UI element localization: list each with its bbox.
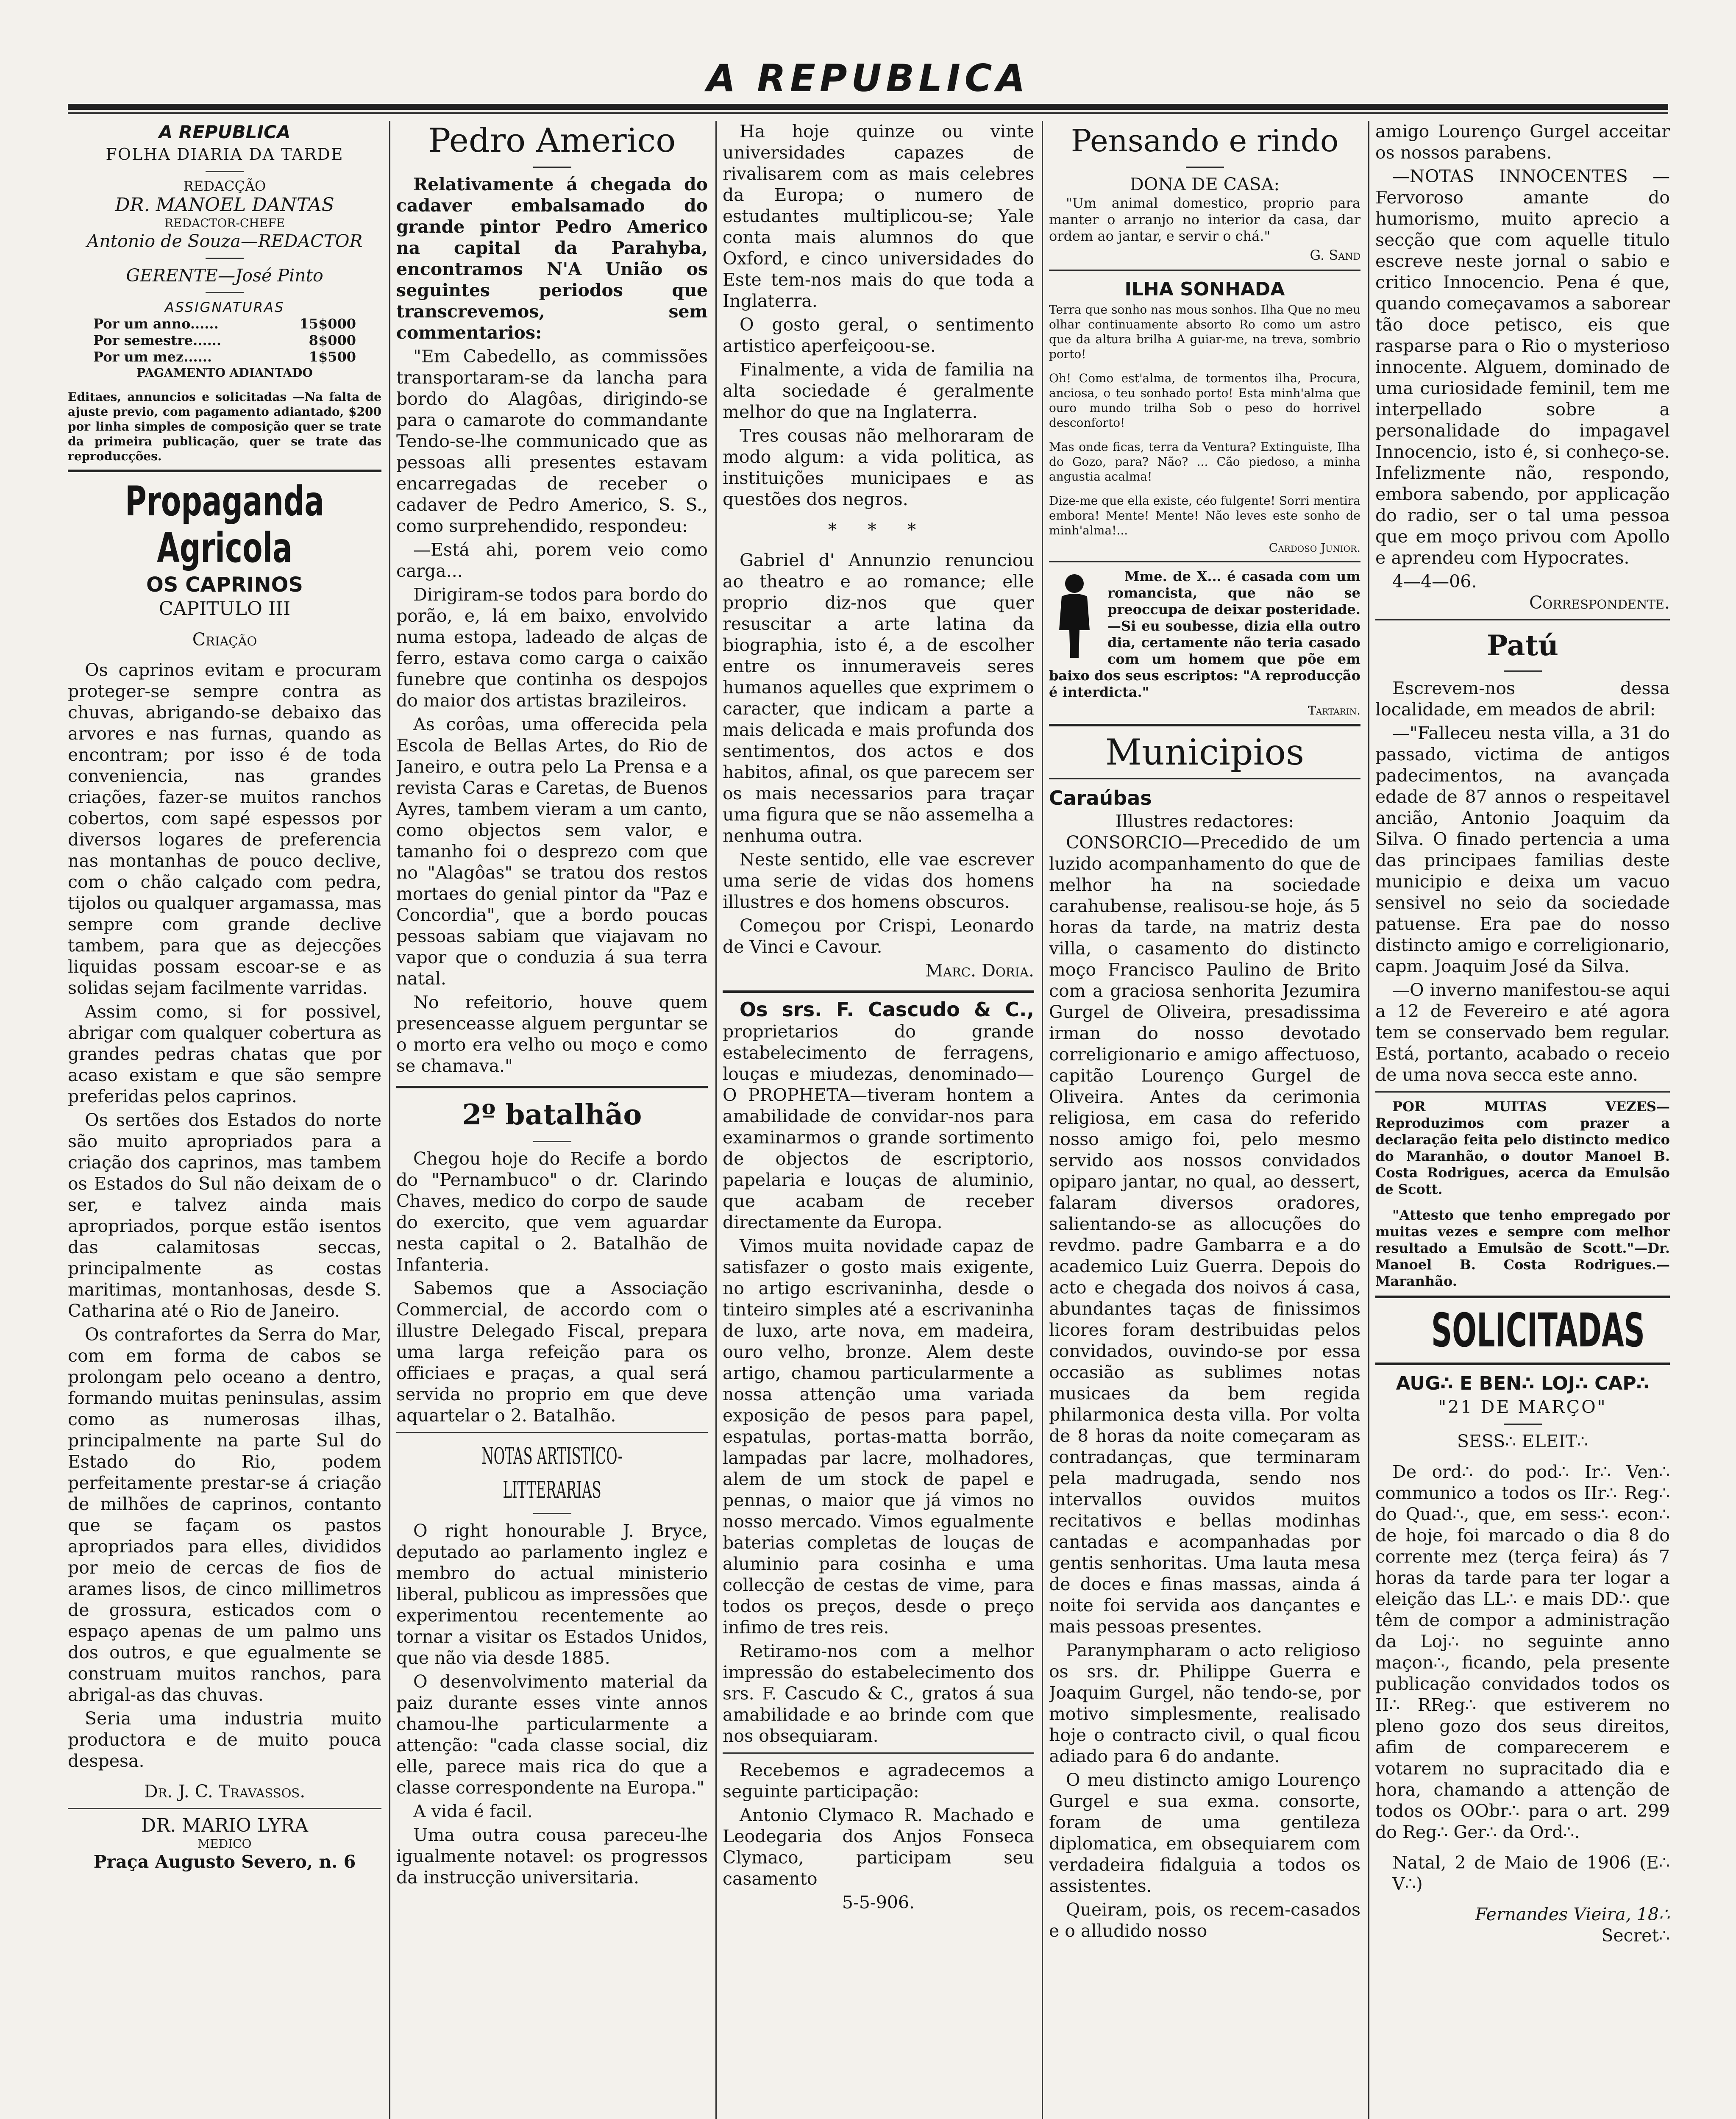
- divider: [1186, 167, 1224, 168]
- divider: [533, 167, 571, 168]
- poem-stanza: Dize-me que ella existe, céo fulgente! Sorri mentira embora! Mente! Mente! Não leves este sonho de minh'alma!...: [1049, 494, 1360, 537]
- divider: [68, 470, 381, 472]
- column-1: [68, 121, 381, 2119]
- article-paragraph: —Está ahi, porem veio como carga...: [396, 539, 708, 581]
- price-row: [68, 316, 381, 332]
- column-2: [396, 121, 708, 2119]
- article-paragraph: De ord∴ do pod∴ Ir∴ Ven∴ communico a todos os IIr∴ Reg∴ do Quad∴, que, em sess∴ econ∴ de hoje, foi marcado o dia 8 do corrente mez (terça feira) ás 7 horas da tarde para ter logar a eleição das LL∴ e mais DD∴ que têm de compor a administração da Loj∴ no seguinte anno maçon∴, ficando, pela presente publicação convidados todos os II∴ RReg∴ que estiverem no pleno gozo dos seus direitos, afim de comparecerem e votarem no supracitado dia e hora, chamando a attenção de todos os OObr∴ para o art. 299 do Reg∴ Ger∴ da Ord∴.: [1375, 1462, 1670, 1842]
- article-paragraph: amigo Lourenço Gurgel acceitar os nossos parabens.: [1375, 121, 1670, 163]
- article-paragraph: Neste sentido, elle vae escrever uma serie de vidas dos homens illustres e dos homens obscuros.: [723, 849, 1034, 912]
- article-paragraph: A vida é facil.: [413, 1801, 533, 1821]
- divider: [1375, 1296, 1670, 1298]
- director-name: DR. MANOEL DANTAS: [115, 194, 334, 216]
- cascudo-name: Os srs. F. Cascudo & C.,: [740, 998, 1034, 1021]
- patu-title: Patú: [1486, 629, 1559, 662]
- session-label: SESS∴ ELEIT∴: [1457, 1431, 1589, 1452]
- columns: [68, 121, 1670, 2119]
- article-paragraph: proprietarios do grande estabelecimento de ferragens, louças e miudezas, denominado—O PROPHETA—tiveram hontem a amabilidade de convidar-nos para examinarmos o grande sortimento de objectos de escriptorio, papelaria e louças de aluminio, que acabam de receber directamente da Europa.: [723, 1021, 1034, 1232]
- ad-address: Praça Augusto Severo, n. 6: [93, 1852, 356, 1872]
- date-line: Natal, 2 de Maio de 1906 (E∴ V∴): [1392, 1852, 1670, 1894]
- divider: [533, 1141, 571, 1142]
- price-label: Por um mez......: [93, 349, 212, 365]
- anecdote-author: Tartarin.: [1308, 704, 1360, 717]
- article-paragraph: As corôas, uma offerecida pela Escola de Bellas Artes, do Rio de Janeiro, e outra pelo La Prensa e a revista Caras e Caretas, de Buenos Ayres, tambem vieram a um canto, como objectos sem valor, e tamanho foi o desprezo com que no "Alagôas" se tratou dos restos mortaes do genial pintor da "Paz e Concordia", que a bordo poucas pessoas sabiam que viajavam no vapor que o conduzia á sua terra natal.: [396, 714, 708, 989]
- paper-name: A REPUBLICA: [159, 122, 291, 142]
- article-paragraph: O desenvolvimento material da paiz durante esses vinte annos chamou-lhe particularmente a attenção: "cada classe social, diz elle, parece mais rica do que a classe correspondente na Europa.": [396, 1671, 708, 1798]
- divider: [1375, 619, 1670, 620]
- column-rule: [715, 121, 717, 2119]
- article-paragraph: —NOTAS INNOCENTES —Fervoroso amante do humorismo, muito aprecio a secção que com aquelle titulo escreve neste jornal o sabio e critico Innocencio. Pena é que, quando começavamos a saborear tão doce petisco, eis que rasparse para o Rio o mysterioso innocente. Alguem, dominado de uma curiosidade feminil, tem me interpellado sobre a personalidade do impagavel Innocencio, isto é, si conheço-se. Infelizmente não, respondo, embora sabendo, por applicação do radio, ser o tal uma pessoa que em moço privou com Apollo e aprendeu com Hypocrates.: [1375, 166, 1670, 568]
- divider: [1504, 1424, 1542, 1425]
- article-paragraph: Tres cousas não melhoraram de modo algum: a vida politica, as instituições municipaes e as questões dos negros.: [723, 425, 1034, 509]
- gerente: GERENTE—José Pinto: [126, 265, 323, 286]
- divider: [1049, 724, 1360, 726]
- pagamento-label: PAGAMENTO ADIANTADO: [136, 366, 313, 380]
- divider: [206, 171, 244, 172]
- quote-text: "Um animal domestico, proprio para manter o arranjo no interior da casa, dar ordem ao jantar, e servir o chá.": [1049, 195, 1360, 244]
- column-rule: [1042, 121, 1043, 2119]
- divider: [1375, 1363, 1670, 1365]
- article-paragraph: CONSORCIO—Precedido de um luzido acompanhamento do que de melhor ha na sociedade carahubense, realisou-se hoje, ás 5 horas da tarde, na matriz desta villa, o casamento do distincto moço Francisco Paulino de Brito com a graciosa senhorita Jezumira Gurgel de Oliveira, presadissima irman do nosso devotado correligionario e amigo affectuoso, capitão Lourenço Gurgel de Oliveira. Antes da cerimonia religiosa, em casa do referido nosso amigo foi, pelo mesmo servido aos nossos convidados opiparo jantar, no qual, ao dessert, falaram diversos oradores, salientando-se as allocuções do revdmo. padre Gambarra e a do academico Luiz Guerra. Depois do acto e chegada dos noivos á casa, abundantes taças de finissimos licores foram destribuidas pelos convidados, ouvindo-se por essa occasião as sublimes notas musicaes da bem regida philarmonica desta villa. Por volta de 8 horas da noite começaram as contradanças, que terminaram pela madrugada, sendo nos intervallos ouvidos muitos recitativos e bellas modinhas cantadas e acompanhadas por gentis senhoritas. Uma lauta mesa de doces e finas massas, ainda á noite foi servida aos dançantes e mais pessoas presentes.: [1049, 832, 1360, 1637]
- article-paragraph: Queiram, pois, os recem-casados e o alludido nosso: [1049, 1899, 1360, 1941]
- lodge-name: "21 DE MARÇO": [1438, 1397, 1607, 1417]
- price-value: 8$000: [309, 332, 356, 348]
- article-paragraph: Paranympharam o acto religioso os srs. dr. Philippe Guerra e Joaquim Gurgel, não tendo-se, por motivo simplesmente, realisado hoje o contracto civil, o qual ficou adiado para 6 do andante.: [1049, 1640, 1360, 1766]
- redactor-name: Antonio de Souza—REDACTOR: [86, 231, 363, 251]
- assignaturas-label: ASSIGNATURAS: [164, 299, 285, 315]
- redactor-chefe-label: REDACTOR-CHEFE: [164, 216, 285, 230]
- scott-ad-text: POR MUITAS VEZES—Reproduzimos com prazer a declaração feita pelo distincto medico do Maranhão, o doutor Manoel B. Costa Rodrigues, acerca da Emulsão de Scott.: [1375, 1098, 1670, 1197]
- divider: [206, 292, 244, 293]
- article-paragraph: Assim como, si for possivel, abrigar com qualquer cobertura as grandes pedras chatas que por acaso existam e que são sempre preferidas pelos caprinos.: [68, 1001, 381, 1107]
- article-paragraph: No refeitorio, houve quem presenceasse alguem perguntar se o morto era velho ou moço e como se chamava.": [396, 992, 708, 1076]
- divider: [1049, 778, 1360, 779]
- column-5: [1375, 121, 1670, 2119]
- article-paragraph: O right honourable J. Bryce, deputado ao parlamento inglez e membro do actual ministerio liberal, publicou as impressões que experimentou recentemente ao tornar a visitar os Estados Unidos, que não via desde 1885.: [396, 1521, 708, 1668]
- article-paragraph: Começou por Crispi, Leonardo de Vinci e Cavour.: [723, 915, 1034, 957]
- propaganda-title: Propaganda Agricola: [125, 478, 324, 572]
- column-4: [1049, 121, 1360, 2119]
- ad-role: MEDICO: [198, 1837, 252, 1851]
- divider: [206, 258, 244, 259]
- divider: [1049, 270, 1360, 271]
- divider: [68, 1808, 381, 1809]
- article-paragraph: Chegou hoje do Recife a bordo do "Pernambuco" o dr. Clarindo Chaves, medico do corpo de saude do exercito, que vem aguardar nesta capital o 2. Batalhão de Infanteria.: [396, 1148, 708, 1275]
- ilha-title: ILHA SONHADA: [1124, 278, 1285, 300]
- column-3: [723, 121, 1034, 2119]
- article-paragraph: Os caprinos evitam e procuram proteger-se sempre contra as chuvas, abrigando-se debaixo das arvores e nas furnas, quando as encontram; por isso é de toda conveniencia, nas grandes criações, fazer-se muitos ranchos cobertos, com sapé espessos por diversos logares de preferencia nas montanhas de pouco declive, com o chão calçado com pedra, tijolos ou qualquer argamassa, mas sempre com grande declive tambem, para que as dejecções liquidas possam escoar-se e as solidas sejam facilmente varridas.: [68, 660, 381, 998]
- lodge-header: AUG∴ E BEN∴ LOJ∴ CAP∴: [1396, 1373, 1650, 1394]
- article-paragraph: —"Falleceu nesta villa, a 31 do passado, victima de antigos padecimentos, na avançada edade de 87 annos o respeitavel ancião, Antonio Joaquim da Silva. O finado pertencia a uma das principaes familias deste municipio e deixa um vacuo sensivel no seio da sociedade patuense. Era pae do nosso distincto amigo e correligionario, capm. Joaquim José da Silva.: [1375, 723, 1670, 976]
- article-paragraph: Uma outra cousa pareceu-lhe igualmente notavel: os progressos da instrucção universitaria.: [396, 1825, 708, 1888]
- caraubas-title: Caraúbas: [1049, 787, 1152, 809]
- article-paragraph: Escrevem-nos dessa localidade, em meados de abril:: [1375, 678, 1670, 720]
- secretary: Secret∴: [1601, 1925, 1670, 1946]
- article-signature: Marc. Doria.: [925, 960, 1034, 981]
- poem-stanza: Mas onde ficas, terra da Ventura? Extinguiste, Ilha do Gozo, para? Não? ... Cão piedoso, a minha angustia acalma!: [1049, 440, 1360, 484]
- article-paragraph: O meu distincto amigo Lourenço Gurgel e sua exma. consorte, foram de uma gentileza diplomatica, em obsequiarem com verdadeira fidalguia a todos os assistentes.: [1049, 1770, 1360, 1896]
- article-paragraph: Antonio Clymaco R. Machado e Leodegaria dos Anjos Fonseca Clymaco, participam seu casamento: [723, 1805, 1034, 1889]
- divider: [396, 1086, 708, 1088]
- anecdote-block: [1049, 568, 1360, 703]
- notice-text: Editaes, annuncios e solicitadas —Na falta de ajuste previo, com pagamento adiantado, $200 por linha simples de composição quer se trate da primeira publicação, quer se trate das reproducções.: [68, 390, 381, 463]
- scott-ad-quote: "Attesto que tenho empregado por muitas vezes e sempre com melhor resultado a Emulsão de Scott."—Dr. Manoel B. Costa Rodrigues.—Maranhão.: [1375, 1207, 1670, 1289]
- batalhao-title: 2º batalhão: [462, 1098, 642, 1131]
- article-paragraph: —O inverno manifestou-se aqui a 12 de Fevereiro e até agora tem se conservado bem regular. Está, portanto, acabado o receio de uma nova secca este anno.: [1375, 980, 1670, 1085]
- silhouette-figure-icon: [1049, 571, 1100, 660]
- price-value: 15$000: [299, 316, 356, 332]
- price-row: [68, 332, 381, 349]
- article-paragraph: Os sertões dos Estados do norte são muito apropriados para a criação dos caprinos, mas tambem os Estados do Sul não deixam de o ser, e talvez ainda mais apropriados, porque estão isentos das calamitosas seccas, principalmente as costas maritimas, montanhosas, desde S. Catharina até o Rio de Janeiro.: [68, 1110, 381, 1321]
- article-paragraph: "Em Cabedello, as commissões transportaram-se da lancha para bordo do Alagôas, dirigindo-se para o camarote do commandante Tendo-se-lhe communicado que as pessoas alli presentes estavam encarregadas de receber o cadaver de Pedro Americo, S. S., como surprehendido, respondeu:: [396, 346, 708, 536]
- article-paragraph: Ha hoje quinze ou vinte universidades capazes de rivalisarem com as mais celebres da Europa; o numero de estudantes multiplicou-se; Yale conta mais alumnos do que Oxford, e cinco universidades do Este tem-nos mais do que toda a Inglaterra.: [723, 121, 1034, 311]
- article-paragraph: Relativamente á chegada do cadaver embalsamado do grande pintor Pedro Americo na capital da Parahyba, encontramos N'A União os seguintes periodos que transcrevemos, sem commentarios:: [396, 174, 708, 343]
- signature: Fernandes Vieira, 18∴: [1475, 1904, 1670, 1924]
- article-paragraph: Recebemos e agradecemos a seguinte participação:: [723, 1760, 1034, 1802]
- dona-title: DONA DE CASA:: [1130, 174, 1280, 195]
- divider: [1375, 1091, 1670, 1093]
- poem-stanza: Oh! Como est'alma, de tormentos ilha, Procura, anciosa, o teu sonhado porto! Esta minh'alma que ouro mundo trilha Sob o peso do horrivel desconforto!: [1049, 371, 1360, 430]
- divider: [723, 990, 1034, 993]
- pedro-americo-title: Pedro Americo: [428, 122, 676, 160]
- pensando-title: Pensando e rindo: [1071, 123, 1339, 159]
- notas-title: NOTAS ARTISTICO-LITTERARIAS: [481, 1443, 623, 1503]
- ad-name: DR. MARIO LYRA: [141, 1815, 309, 1836]
- criacao-label: Criação: [192, 629, 257, 650]
- article-paragraph: Seria uma industria muito productora e de muito pouca despesa.: [68, 1708, 381, 1771]
- article-paragraph: Sabemos que a Associação Commercial, de accordo com o illustre Delegado Fiscal, prepara uma larga refeição para os officiaes e praças, a qual será servida no proprio em que deve aquartelar o 2. Batalhão.: [396, 1278, 708, 1426]
- price-label: Por semestre......: [93, 332, 221, 348]
- masthead: [68, 55, 1668, 102]
- article-signature: Dr. J. C. Travassos.: [144, 1781, 306, 1802]
- price-label: Por um anno......: [93, 316, 219, 332]
- poem-author: Cardoso Junior.: [1269, 541, 1360, 555]
- article-paragraph: Finalmente, a vida de familia na alta sociedade é geralmente melhor do que na Inglaterra.: [723, 359, 1034, 422]
- quote-author: G. Sand: [1310, 247, 1360, 263]
- wedding-date: 5-5-906.: [842, 1892, 915, 1913]
- divider: [723, 1752, 1034, 1754]
- divider: [1049, 561, 1360, 562]
- asterism: * * *: [828, 520, 929, 540]
- poem-stanza: Terra que sonho nas mous sonhos. Ilha Que no meu olhar continuamente absorto Ro como um astro que da altura brilha A guiar-me, na treva, sombrio porto!: [1049, 303, 1360, 361]
- divider: [533, 1513, 571, 1514]
- capitulo-label: CAPITULO III: [159, 598, 291, 620]
- article-paragraph: O gosto geral, o sentimento artistico aperfeiçoou-se.: [723, 314, 1034, 356]
- redaccao-label: REDACÇÃO: [183, 178, 266, 194]
- masthead-rule-thin: [68, 112, 1668, 114]
- caprinos-title: OS CAPRINOS: [146, 573, 303, 597]
- masthead-rule: [68, 104, 1668, 110]
- column-rule: [1368, 121, 1369, 2119]
- salutation: Illustres redactores:: [1115, 811, 1294, 831]
- paper-subtitle: FOLHA DIARIA DA TARDE: [106, 145, 344, 164]
- article-paragraph: Retiramo-nos com a melhor impressão do estabelecimento dos srs. F. Cascudo & C., gratos á sua amabilidade e ao brinde com que nos obsequiaram.: [723, 1641, 1034, 1746]
- divider: [396, 1432, 708, 1433]
- article-paragraph: Vimos muita novidade capaz de satisfazer o gosto mais exigente, no artigo escrivaninha, desde o tinteiro simples até a escrivaninha de luxo, arte nova, em madeira, ouro velho, bronze. Alem deste artigo, chamou particularmente a nossa attenção uma variada exposição de pesos para papel, espatulas, portas-matta borrão, lampadas par lacre, molhadores, alem de um stock de papel e pennas, o maior que já vimos no nosso mercado. Vimos egualmente baterias completas de louças de aluminio para cosinha e uma collecção de cestas de vime, para todos os preços, desde o preço infimo de tres reis.: [723, 1236, 1034, 1638]
- correspondent: Correspondente.: [1529, 592, 1670, 613]
- article-paragraph: Gabriel d' Annunzio renunciou ao theatro e ao romance; elle proprio diz-nos que quer resuscitar a arte latina da biographia, isto é, a de escolher entre os innumeraveis seres humanos aquelles que exprimem o caracter, que indicam a parte a mais delicada e mais profunda dos sentimentos, dos actos e dos habitos, afinal, os que parecem ser os mais necessarios para traçar uma figura que se não assemelha a nenhuma outra.: [723, 550, 1034, 846]
- article-paragraph: Dirigiram-se todos para bordo do porão, e, lá em baixo, envolvido numa estopa, ladeado de alças de ferro, estava como carga o caixão funebre que continha os despojos do maior dos artistas brazileiros.: [396, 584, 708, 711]
- price-row: [68, 349, 381, 365]
- solicitadas-title: SOLICITADAS: [1431, 1303, 1645, 1357]
- divider: [1504, 670, 1542, 672]
- date-line: 4—4—06.: [1392, 571, 1477, 592]
- municipios-title: Municipios: [1105, 731, 1305, 773]
- price-value: 1$500: [309, 349, 356, 365]
- article-paragraph: Os contrafortes da Serra do Mar, com em forma de cabos se prolongam pelo oceano a dentro, formando muitas peninsulas, assim como as numerosas ilhas, principalmente na parte Sul do Estado do Rio, podem perfeitamente prestar-se á criação de milhões de caprinos, contanto que se façam os pastos apropriados para elles, divididos por meio de cercas de fios de arames lisos, de cinco millimetros de grossura, esticados com o espaço apenas de um palmo uns dos outros, e que egualmente se construam muitos ranchos, para abrigal-as das chuvas.: [68, 1324, 381, 1705]
- masthead-title: A REPUBLICA: [707, 56, 1029, 100]
- column-rule: [389, 121, 390, 2119]
- anecdote-text: Mme. de X... é casada com um romancista, que não se preoccupa de deixar posteridade. —Si eu soubesse, dizia ella outro dia, certamente não teria casado com um homem que põe em baixo dos seus escriptos: "A reproducção é interdicta.": [1049, 568, 1360, 700]
